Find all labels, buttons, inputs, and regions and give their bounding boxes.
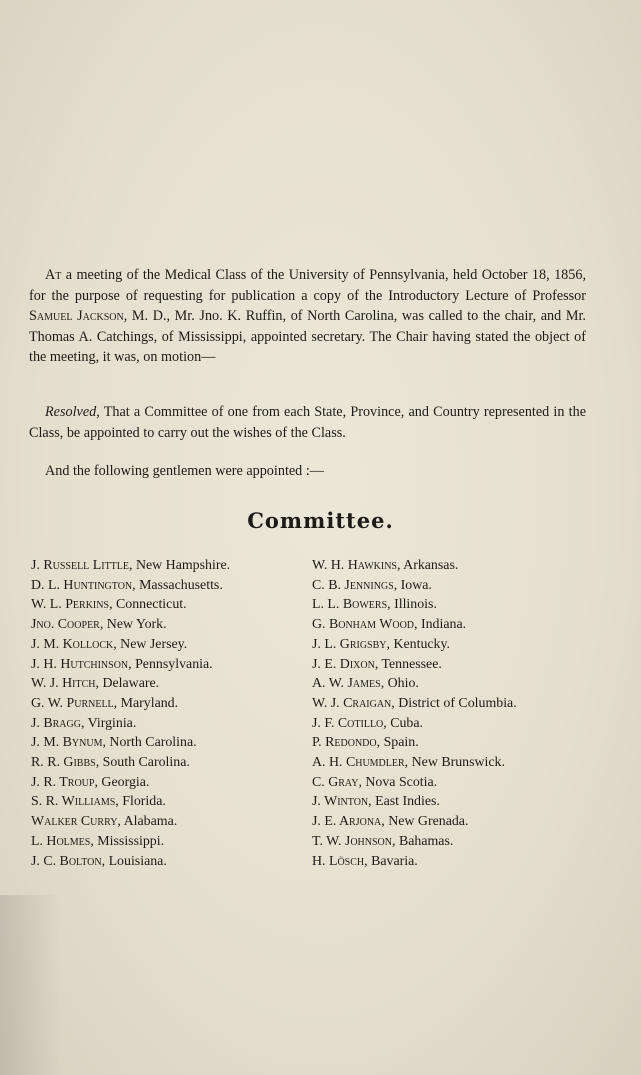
member-place: , Louisiana. [101, 853, 167, 869]
page-edge-shadow [0, 895, 60, 1075]
committee-member [312, 753, 612, 773]
member-place: , Indiana. [414, 617, 467, 633]
member-name: P. Redondo [312, 735, 377, 751]
member-name: D. L. Huntington [31, 577, 133, 593]
member-place: , Spain. [376, 735, 419, 751]
committee-member [31, 694, 301, 714]
member-name: J. Russell Little [31, 558, 130, 573]
member-place: , Cuba. [383, 715, 424, 731]
member-name: W. J. Craigan [312, 695, 392, 711]
committee-member [312, 615, 612, 635]
member-name: J. E. Dixon [312, 656, 375, 672]
committee-member [31, 714, 301, 734]
appointed-paragraph [29, 461, 586, 482]
appointed-line: And the following gentlemen were appointed :— [45, 463, 324, 479]
member-place: , Connecticut. [109, 597, 187, 613]
committee-member [31, 655, 301, 675]
committee-member [312, 733, 612, 753]
member-place: , Nova Scotia. [358, 774, 438, 790]
committee-member [312, 674, 612, 694]
member-place: , New Grenada. [381, 814, 469, 830]
committee-heading: Committee. [247, 508, 394, 533]
member-name: J. M. Kollock [31, 636, 114, 652]
committee-member [31, 733, 301, 753]
committee-member [312, 694, 612, 714]
member-name: J. H. Hutchinson [31, 656, 129, 672]
member-place: , Arkansas. [396, 558, 459, 573]
committee-member [31, 615, 301, 635]
member-name: L. L. Bowers [312, 597, 388, 613]
member-place: , Florida. [115, 794, 166, 810]
committee-member [312, 556, 612, 576]
member-name: L. Holmes [31, 833, 91, 849]
member-place: , East Indies. [368, 794, 440, 810]
resolution-lead: Resolved, [45, 404, 100, 420]
member-place: , South Carolina. [95, 755, 190, 771]
member-name: Walker Curry [31, 814, 118, 830]
member-name: G. Bonham Wood [312, 617, 415, 633]
member-name: Jno. Cooper [31, 617, 100, 633]
member-name: G. W. Purnell [31, 695, 114, 711]
member-name: A. H. Chumdler [312, 755, 405, 771]
committee-member [31, 674, 301, 694]
committee-member [312, 832, 612, 852]
intro-lead-word: At [45, 267, 62, 283]
committee-member [31, 576, 301, 596]
member-name: J. Winton [312, 794, 369, 810]
member-name: W. H. Hawkins [312, 558, 397, 573]
member-place: , New Jersey. [113, 636, 188, 652]
member-place: , District of Columbia. [391, 695, 517, 711]
member-name: S. R. Williams [31, 794, 116, 810]
member-place: , Tennessee. [374, 656, 442, 672]
member-name: J. R. Troup [31, 774, 95, 790]
member-name: J. M. Bynum [31, 735, 103, 751]
committee-member [312, 812, 612, 832]
member-name: J. L. Grigsby [312, 636, 387, 652]
committee-list-right [312, 556, 612, 871]
committee-member [312, 576, 612, 596]
member-name: R. R. Gibbs [31, 755, 96, 771]
committee-member [31, 812, 301, 832]
member-name: C. Gray [312, 774, 359, 790]
committee-member [312, 792, 612, 812]
member-place: , Ohio. [380, 676, 419, 692]
committee-member [31, 635, 301, 655]
intro-paragraph [29, 265, 586, 368]
resolution-paragraph [29, 402, 586, 443]
committee-member [31, 773, 301, 793]
committee-list-left [31, 556, 301, 871]
member-place: , Bahamas. [392, 833, 454, 849]
committee-member [31, 792, 301, 812]
member-place: , Alabama. [117, 814, 178, 830]
member-place: , Maryland. [113, 695, 179, 711]
committee-member [312, 852, 612, 872]
member-name: W. L. Perkins [31, 597, 110, 613]
member-name: A. W. James [312, 676, 381, 692]
professor-name: Samuel Jackson [29, 308, 124, 324]
resolution-text: That a Committee of one from each State, Province, and Country represented in the Class, be appointed to carry out the wishes of the Class. [29, 404, 586, 441]
member-place: , Massachusetts. [132, 577, 223, 593]
member-place: , Illinois. [387, 597, 437, 613]
member-place: , New Brunswick. [404, 755, 505, 771]
member-place: , New Hampshire. [129, 558, 231, 573]
member-name: T. W. Johnson [312, 833, 393, 849]
committee-member [31, 556, 301, 576]
member-place: , Iowa. [393, 577, 432, 593]
committee-member [31, 595, 301, 615]
member-name: J. Bragg [31, 715, 81, 731]
committee-member [31, 753, 301, 773]
member-place: , Virginia. [80, 715, 137, 731]
member-place: , Georgia. [94, 774, 150, 790]
committee-member [312, 714, 612, 734]
member-place: , Mississippi. [90, 833, 165, 849]
member-place: , Delaware. [95, 676, 160, 692]
committee-member [31, 832, 301, 852]
intro-text-1: a meeting of the Medical Class of the University of Pennsylvania, held October 18, 1856, for the purpose of requesting for publication a copy of the Introductory Lecture of Professor [29, 267, 586, 304]
member-name: J. C. Bolton [31, 853, 102, 869]
member-place: , North Carolina. [102, 735, 197, 751]
intro-text-2: , M. D., Mr. Jno. K. Ruffin, of North Carolina, was called to the chair, and Mr. Thomas A. Catchings, of Mississippi, appointed secretary. The Chair having stated the object of the meeting, it was, on motion— [29, 308, 586, 365]
member-name: C. B. Jennings [312, 577, 394, 593]
committee-member [312, 635, 612, 655]
member-name: J. F. Cotillo [312, 715, 384, 731]
committee-member [312, 595, 612, 615]
committee-member [31, 852, 301, 872]
committee-member [312, 655, 612, 675]
member-name: H. Lösch [312, 853, 365, 869]
member-place: , New York. [99, 617, 167, 633]
member-place: , Kentucky. [386, 636, 451, 652]
member-place: , Pennsylvania. [128, 656, 213, 672]
member-name: W. J. Hitch [31, 676, 96, 692]
committee-member [312, 773, 612, 793]
member-name: J. E. Arjona [312, 814, 382, 830]
member-place: , Bavaria. [364, 853, 418, 869]
